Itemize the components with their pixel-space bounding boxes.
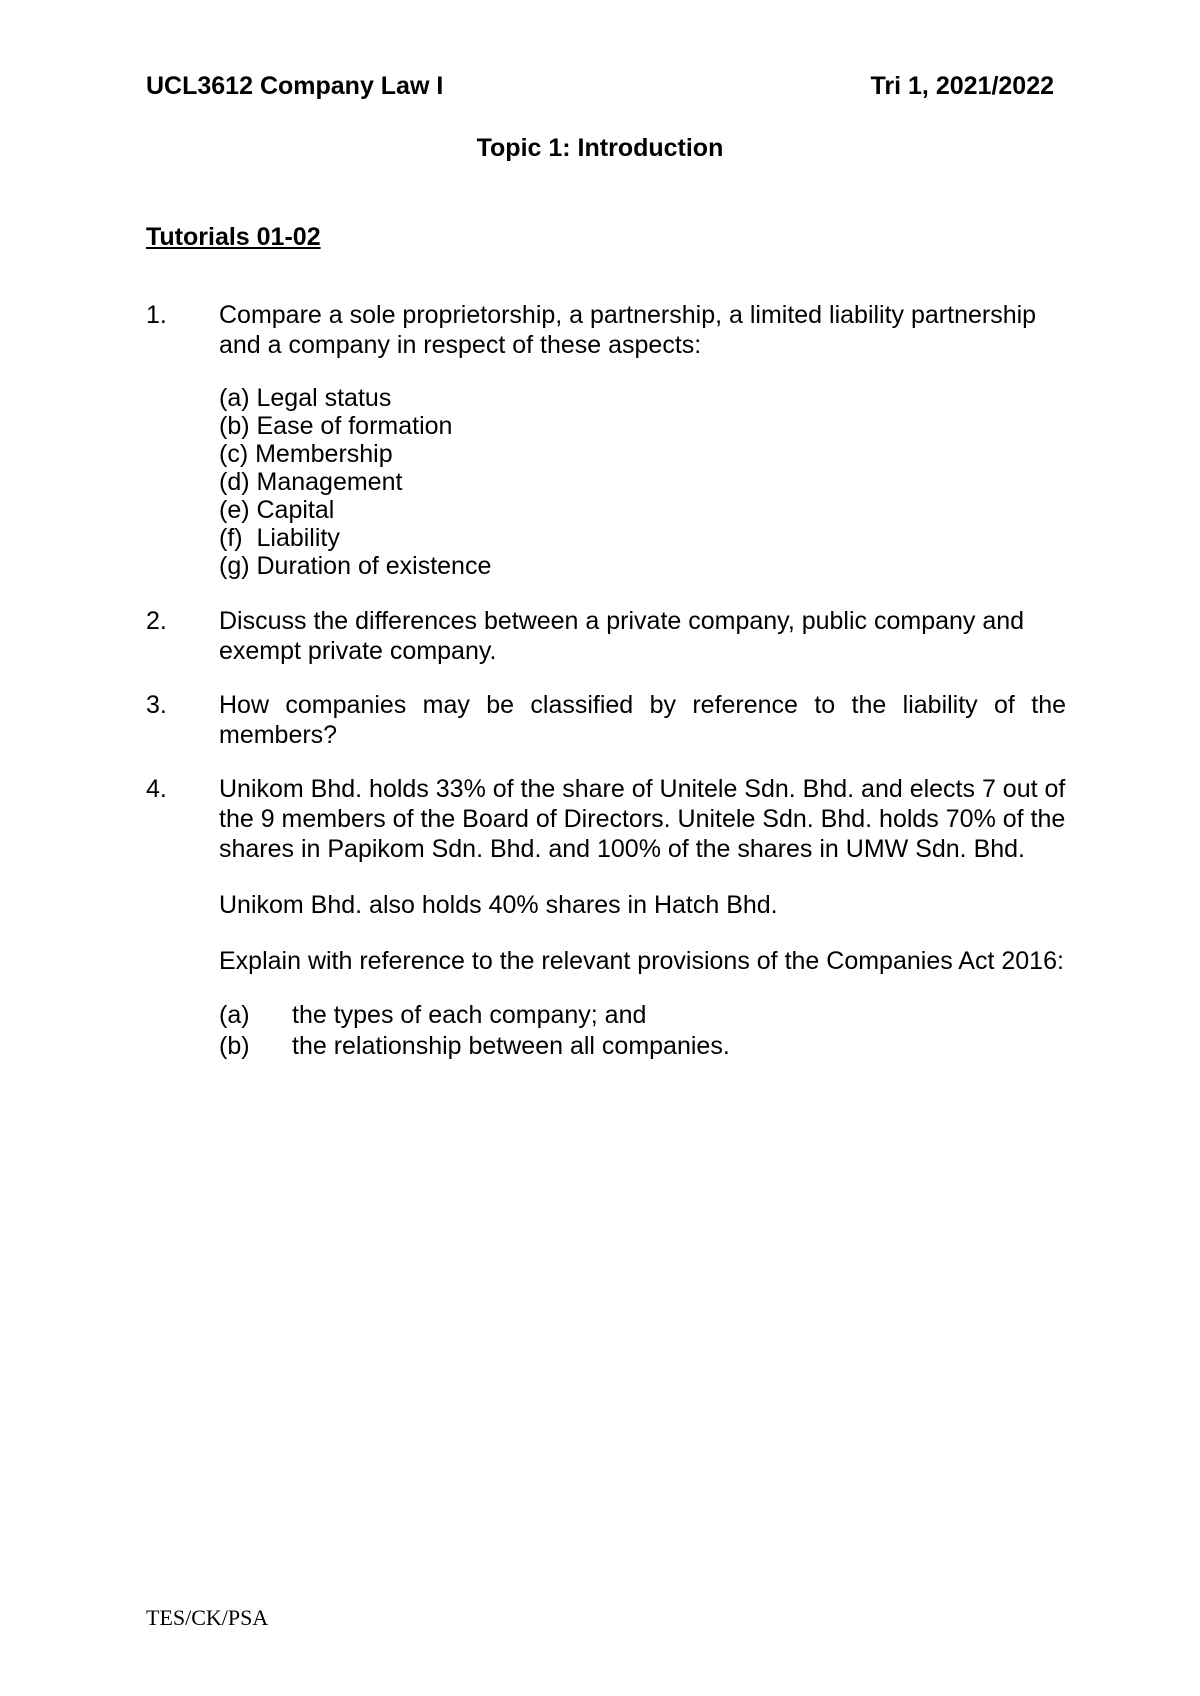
- question-1: [146, 300, 1066, 580]
- question-paragraph: Explain with reference to the relevant provisions of the Companies Act 2016:: [219, 947, 1064, 975]
- topic-title: Topic 1: Introduction: [476, 134, 724, 162]
- list-item: (c) Membership: [219, 440, 393, 468]
- list-item: (a) Legal status: [219, 384, 392, 412]
- list-item: [219, 1031, 1066, 1062]
- question-number: 3.: [146, 691, 167, 719]
- list-item: (b) Ease of formation: [219, 412, 453, 440]
- item-text: the types of each company; and: [292, 1001, 647, 1029]
- list-item: (d) Management: [219, 468, 403, 496]
- list-item: [219, 1000, 1066, 1031]
- question-text: Compare a sole proprietorship, a partnership, a limited liability partnership and a company in respect of these aspects:: [219, 301, 1037, 359]
- question-2: [146, 606, 1066, 666]
- question-text: How companies may be classified by reference to the liability of the members?: [219, 691, 1066, 749]
- question-paragraph: Unikom Bhd. holds 33% of the share of Unitele Sdn. Bhd. and elects 7 out of the 9 members of the Board of Directors. Unitele Sdn. Bhd. holds 70% of the shares in Papikom Sdn. Bhd. and 100% of the shares in UMW Sdn. Bhd.: [219, 775, 1066, 863]
- course-title: UCL3612 Company Law I: [146, 72, 444, 100]
- list-item: (g) Duration of existence: [219, 552, 492, 580]
- term-label: Tri 1, 2021/2022: [870, 72, 1054, 100]
- footer-initials: TES/CK/PSA: [146, 1605, 269, 1630]
- task-list: [219, 1000, 1066, 1062]
- list-item: (f) Liability: [219, 524, 340, 552]
- list-item: (e) Capital: [219, 496, 335, 524]
- question-number: 2.: [146, 607, 167, 635]
- question-3: [146, 690, 1066, 750]
- item-label: (a): [219, 1001, 250, 1029]
- question-paragraph: Unikom Bhd. also holds 40% shares in Hatch Bhd.: [219, 891, 778, 919]
- item-label: (b): [219, 1032, 250, 1060]
- question-text: Discuss the differences between a private company, public company and exempt private company.: [219, 607, 1025, 665]
- aspect-list: [219, 384, 1066, 580]
- question-4: [146, 774, 1066, 1062]
- question-number: 1.: [146, 301, 167, 329]
- question-number: 4.: [146, 775, 167, 803]
- section-title: Tutorials 01-02: [146, 223, 321, 251]
- item-text: the relationship between all companies.: [292, 1032, 730, 1060]
